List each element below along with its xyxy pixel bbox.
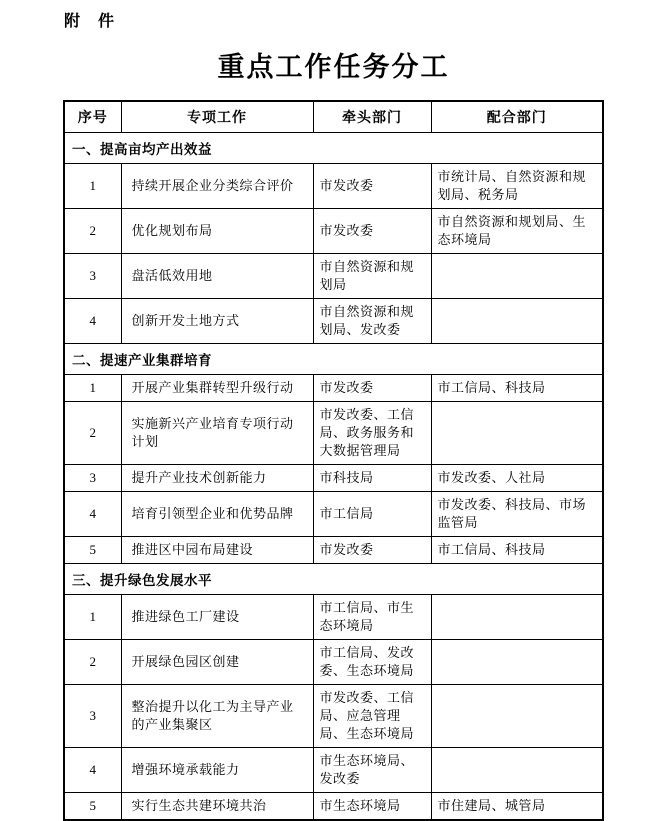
row-lead-department: 市生态环境局、发改委	[313, 747, 431, 792]
row-support-department: 市发改委、人社局	[431, 464, 603, 491]
task-table-body	[64, 132, 603, 820]
column-header-task: 专项工作	[121, 101, 313, 132]
table-row	[64, 639, 603, 684]
section-title: 三、提升绿色发展水平	[64, 563, 603, 594]
row-lead-department: 市发改委	[313, 208, 431, 253]
row-task: 增强环境承载能力	[121, 747, 313, 792]
table-row	[64, 747, 603, 792]
row-task: 推进绿色工厂建设	[121, 594, 313, 639]
section-header-row	[64, 343, 603, 374]
table-header-row	[64, 101, 603, 132]
row-support-department	[431, 253, 603, 298]
row-serial-number: 1	[64, 594, 121, 639]
row-serial-number: 3	[64, 464, 121, 491]
table-row	[64, 684, 603, 747]
section-title: 一、提高亩均产出效益	[64, 132, 603, 163]
row-serial-number: 4	[64, 747, 121, 792]
section-title: 二、提速产业集群培育	[64, 343, 603, 374]
column-header-support: 配合部门	[431, 101, 603, 132]
section-header-row	[64, 132, 603, 163]
attachment-label: 附 件	[64, 13, 116, 30]
table-row	[64, 464, 603, 491]
row-support-department: 市自然资源和规划局、生态环境局	[431, 208, 603, 253]
table-row	[64, 536, 603, 563]
row-serial-number: 5	[64, 792, 121, 820]
row-lead-department: 市发改委	[313, 163, 431, 208]
row-task: 整治提升以化工为主导产业的产业集聚区	[121, 684, 313, 747]
row-lead-department: 市发改委	[313, 536, 431, 563]
row-lead-department: 市科技局	[313, 464, 431, 491]
row-support-department: 市统计局、自然资源和规划局、税务局	[431, 163, 603, 208]
row-lead-department: 市发改委、工信局、应急管理局、生态环境局	[313, 684, 431, 747]
row-task: 创新开发土地方式	[121, 298, 313, 343]
column-header-lead: 牵头部门	[313, 101, 431, 132]
row-task: 开展绿色园区创建	[121, 639, 313, 684]
row-task: 提升产业技术创新能力	[121, 464, 313, 491]
row-serial-number: 4	[64, 491, 121, 536]
row-serial-number: 4	[64, 298, 121, 343]
row-support-department	[431, 594, 603, 639]
row-task: 持续开展企业分类综合评价	[121, 163, 313, 208]
row-support-department	[431, 684, 603, 747]
row-serial-number: 1	[64, 163, 121, 208]
row-lead-department: 市发改委、工信局、政务服务和大数据管理局	[313, 401, 431, 464]
row-support-department: 市工信局、科技局	[431, 374, 603, 401]
row-task: 盘活低效用地	[121, 253, 313, 298]
table-row	[64, 298, 603, 343]
row-lead-department: 市工信局、发改委、生态环境局	[313, 639, 431, 684]
row-serial-number: 2	[64, 639, 121, 684]
table-row	[64, 374, 603, 401]
row-task: 实行生态共建环境共治	[121, 792, 313, 820]
row-serial-number: 3	[64, 253, 121, 298]
row-support-department: 市住建局、城管局	[431, 792, 603, 820]
task-table	[63, 100, 604, 821]
row-lead-department: 市自然资源和规划局、发改委	[313, 298, 431, 343]
column-header-serial: 序号	[64, 101, 121, 132]
row-lead-department: 市发改委	[313, 374, 431, 401]
row-support-department	[431, 401, 603, 464]
row-serial-number: 5	[64, 536, 121, 563]
row-serial-number: 2	[64, 208, 121, 253]
table-row	[64, 491, 603, 536]
table-row	[64, 401, 603, 464]
section-header-row	[64, 563, 603, 594]
row-lead-department: 市自然资源和规划局	[313, 253, 431, 298]
row-task: 实施新兴产业培育专项行动计划	[121, 401, 313, 464]
row-support-department	[431, 747, 603, 792]
row-lead-department: 市工信局、市生态环境局	[313, 594, 431, 639]
row-support-department: 市工信局、科技局	[431, 536, 603, 563]
row-support-department	[431, 298, 603, 343]
row-serial-number: 3	[64, 684, 121, 747]
table-row	[64, 594, 603, 639]
row-support-department	[431, 639, 603, 684]
row-serial-number: 2	[64, 401, 121, 464]
row-task: 开展产业集群转型升级行动	[121, 374, 313, 401]
row-serial-number: 1	[64, 374, 121, 401]
row-support-department: 市发改委、科技局、市场监管局	[431, 491, 603, 536]
row-lead-department: 市生态环境局	[313, 792, 431, 820]
row-lead-department: 市工信局	[313, 491, 431, 536]
row-task: 推进区中园布局建设	[121, 536, 313, 563]
row-task: 培育引领型企业和优势品牌	[121, 491, 313, 536]
table-row	[64, 253, 603, 298]
row-task: 优化规划布局	[121, 208, 313, 253]
page-title: 重点工作任务分工	[217, 52, 450, 82]
table-row	[64, 163, 603, 208]
table-row	[64, 792, 603, 820]
table-row	[64, 208, 603, 253]
